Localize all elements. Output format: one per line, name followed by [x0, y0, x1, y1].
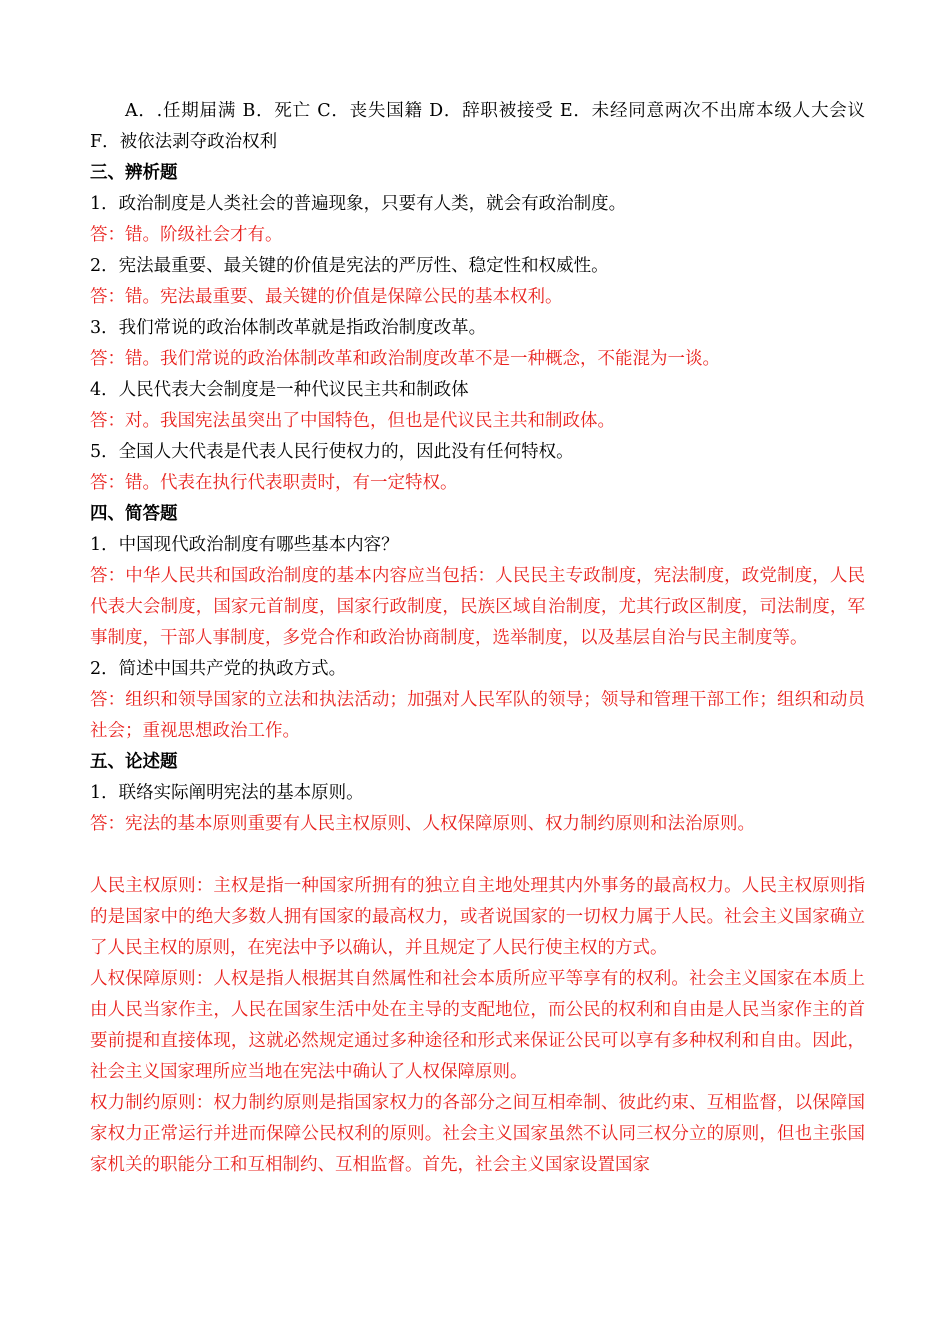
section-heading-short-answer: 四、简答题 — [90, 504, 178, 524]
question-text: 3．我们常说的政治体制改革就是指政治制度改革。 — [90, 318, 487, 338]
analysis-item — [90, 251, 865, 313]
question-text: 1．中国现代政治制度有哪些基本内容？ — [90, 535, 399, 555]
blank-line — [90, 840, 865, 871]
analysis-item — [90, 375, 865, 437]
principle-paragraph-human-rights: 人权保障原则：人权是指人根据其自然属性和社会本质所应平等享有的权利。社会主义国家在本质上由人民当家作主，人民在国家生活中处在主导的支配地位，而公民的权利和自由是人民当家作主的首要前提和直接体现，这就必然规定通过多种途径和形式来保证公民可以享有多种权利和自由。因此，社会主义国家理所应当地在宪法中确认了人权保障原则。 — [90, 969, 865, 1082]
answer-text: 答：对。我国宪法虽突出了中国特色，但也是代议民主共和制政体。 — [90, 411, 615, 431]
analysis-item — [90, 313, 865, 375]
question-text: 4．人民代表大会制度是一种代议民主共和制政体 — [90, 380, 469, 400]
short-answer-item — [90, 654, 865, 747]
answer-text: 答：错。我们常说的政治体制改革和政治制度改革不是一种概念，不能混为一谈。 — [90, 349, 720, 369]
answer-text: 答：组织和领导国家的立法和执法活动；加强对人民军队的领导；领导和管理干部工作；组织和动员社会；重视思想政治工作。 — [90, 690, 865, 741]
analysis-item — [90, 437, 865, 499]
answer-text: 答：错。宪法最重要、最关键的价值是保障公民的基本权利。 — [90, 287, 563, 307]
options-line: A．.任期届满 B．死亡 C．丧失国籍 D．辞职被接受 E．未经同意两次不出席本级人大会议 F．被依法剥夺政治权利 — [90, 101, 865, 152]
section-heading-essay: 五、论述题 — [90, 752, 178, 772]
question-text: 1．政治制度是人类社会的普遍现象，只要有人类，就会有政治制度。 — [90, 194, 627, 214]
document-page — [90, 96, 865, 1181]
section-heading-analysis: 三、辨析题 — [90, 163, 178, 183]
short-answer-item — [90, 530, 865, 654]
question-text: 2．简述中国共产党的执政方式。 — [90, 659, 347, 679]
answer-text: 答：错。阶级社会才有。 — [90, 225, 283, 245]
principle-paragraph-sovereignty: 人民主权原则：主权是指一种国家所拥有的独立自主地处理其内外事务的最高权力。人民主权原则指的是国家中的绝大多数人拥有国家的最高权力，或者说国家的一切权力属于人民。社会主义国家确立了人民主权的原则，在宪法中予以确认，并且规定了人民行使主权的方式。 — [90, 876, 865, 958]
question-text: 1．联络实际阐明宪法的基本原则。 — [90, 783, 364, 803]
answer-text: 答：宪法的基本原则重要有人民主权原则、人权保障原则、权力制约原则和法治原则。 — [90, 814, 755, 834]
principle-paragraph-power-restraint: 权力制约原则：权力制约原则是指国家权力的各部分之间互相牵制、彼此约束、互相监督，以保障国家权力正常运行并进而保障公民权利的原则。社会主义国家虽然不认同三权分立的原则，但也主张国家机关的职能分工和互相制约、互相监督。首先，社会主义国家设置国家 — [90, 1093, 865, 1175]
answer-text: 答：中华人民共和国政治制度的基本内容应当包括：人民民主专政制度，宪法制度，政党制度，人民代表大会制度，国家元首制度，国家行政制度，民族区域自治制度，尤其行政区制度，司法制度，军事制度，干部人事制度，多党合作和政治协商制度，选举制度，以及基层自治与民主制度等。 — [90, 566, 865, 648]
question-text: 2．宪法最重要、最关键的价值是宪法的严厉性、稳定性和权威性。 — [90, 256, 609, 276]
essay-item — [90, 778, 865, 840]
analysis-item — [90, 189, 865, 251]
question-text: 5．全国人大代表是代表人民行使权力的，因此没有任何特权。 — [90, 442, 574, 462]
answer-text: 答：错。代表在执行代表职责时，有一定特权。 — [90, 473, 458, 493]
